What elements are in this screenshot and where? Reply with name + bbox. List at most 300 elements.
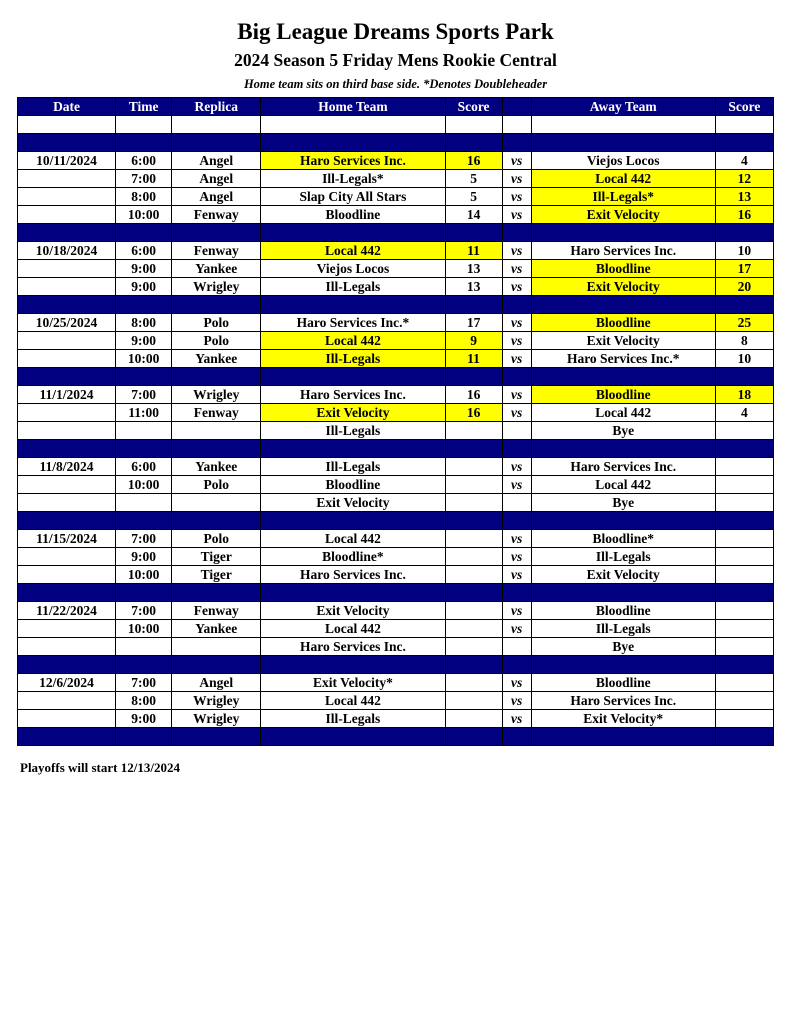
cell-time — [116, 638, 172, 656]
cell-home-team: Local 442 — [261, 620, 445, 638]
cell-vs: vs — [502, 314, 531, 332]
separator-cell — [18, 512, 116, 530]
cell-replica: Wrigley — [172, 386, 261, 404]
cell-home-score: 16 — [445, 404, 502, 422]
cell-date — [18, 278, 116, 296]
cell-home-score: 5 — [445, 188, 502, 206]
separator-cell — [502, 224, 531, 242]
cell-date — [18, 332, 116, 350]
cell-home-score: 5 — [445, 170, 502, 188]
separator-cell — [502, 512, 531, 530]
separator-cell — [445, 656, 502, 674]
cell-home-team: Local 442 — [261, 332, 445, 350]
separator-cell — [172, 584, 261, 602]
separator-cell — [531, 728, 715, 746]
separator-row — [18, 296, 774, 314]
cell-home-team: Exit Velocity* — [261, 674, 445, 692]
cell-away-score: 17 — [715, 260, 773, 278]
cell-home-team: Exit Velocity — [261, 494, 445, 512]
cell-away-team: Bloodline — [531, 602, 715, 620]
cell-away-team: Exit Velocity — [531, 566, 715, 584]
cell-home-score: 11 — [445, 350, 502, 368]
cell-vs — [502, 494, 531, 512]
separator-cell — [261, 440, 445, 458]
column-header-time: Time — [116, 98, 172, 116]
cell-home-score — [445, 458, 502, 476]
cell-replica: Angel — [172, 170, 261, 188]
separator-cell — [531, 656, 715, 674]
cell-away-team: Local 442 — [531, 170, 715, 188]
separator-row — [18, 512, 774, 530]
separator-cell — [445, 368, 502, 386]
cell-away-team: Ill-Legals — [531, 548, 715, 566]
cell-away-team: Bloodline — [531, 260, 715, 278]
separator-row — [18, 584, 774, 602]
blank-cell — [172, 116, 261, 134]
separator-cell — [116, 224, 172, 242]
cell-home-team: Exit Velocity — [261, 602, 445, 620]
cell-home-score — [445, 530, 502, 548]
game-row — [18, 386, 774, 404]
cell-away-score — [715, 602, 773, 620]
cell-home-team: Bloodline — [261, 476, 445, 494]
cell-home-team: Local 442 — [261, 692, 445, 710]
cell-replica: Fenway — [172, 404, 261, 422]
cell-vs: vs — [502, 188, 531, 206]
cell-time — [116, 494, 172, 512]
cell-replica: Tiger — [172, 548, 261, 566]
cell-time: 7:00 — [116, 674, 172, 692]
table-header-row — [18, 98, 774, 116]
game-row — [18, 260, 774, 278]
cell-replica — [172, 638, 261, 656]
cell-time: 10:00 — [116, 206, 172, 224]
cell-vs: vs — [502, 170, 531, 188]
separator-cell — [445, 440, 502, 458]
separator-cell — [261, 296, 445, 314]
game-row — [18, 548, 774, 566]
blank-cell — [116, 116, 172, 134]
cell-replica: Yankee — [172, 260, 261, 278]
cell-date — [18, 422, 116, 440]
game-row — [18, 566, 774, 584]
cell-time: 7:00 — [116, 386, 172, 404]
cell-vs: vs — [502, 278, 531, 296]
cell-home-team: Haro Services Inc. — [261, 152, 445, 170]
cell-time: 8:00 — [116, 314, 172, 332]
cell-vs: vs — [502, 260, 531, 278]
cell-home-team: Viejos Locos — [261, 260, 445, 278]
separator-cell — [715, 134, 773, 152]
game-row — [18, 404, 774, 422]
cell-replica — [172, 422, 261, 440]
cell-time: 7:00 — [116, 602, 172, 620]
schedule-table — [17, 97, 774, 746]
cell-time: 9:00 — [116, 548, 172, 566]
separator-cell — [531, 584, 715, 602]
separator-cell — [116, 656, 172, 674]
cell-home-score — [445, 692, 502, 710]
cell-away-score: 18 — [715, 386, 773, 404]
cell-date — [18, 404, 116, 422]
cell-away-team: Haro Services Inc. — [531, 242, 715, 260]
game-row — [18, 188, 774, 206]
cell-home-score — [445, 620, 502, 638]
separator-cell — [172, 440, 261, 458]
separator-cell — [18, 296, 116, 314]
cell-away-score: 10 — [715, 242, 773, 260]
cell-away-team: Bloodline — [531, 314, 715, 332]
game-row — [18, 494, 774, 512]
separator-cell — [531, 224, 715, 242]
game-row — [18, 278, 774, 296]
game-row — [18, 152, 774, 170]
game-row — [18, 422, 774, 440]
cell-away-team: Bye — [531, 494, 715, 512]
cell-date — [18, 350, 116, 368]
separator-cell — [172, 134, 261, 152]
separator-cell — [172, 296, 261, 314]
cell-replica: Yankee — [172, 350, 261, 368]
separator-cell — [261, 728, 445, 746]
separator-cell — [261, 134, 445, 152]
cell-date — [18, 548, 116, 566]
game-row — [18, 242, 774, 260]
cell-home-score — [445, 710, 502, 728]
separator-cell — [715, 368, 773, 386]
cell-home-team: Exit Velocity — [261, 404, 445, 422]
cell-replica: Angel — [172, 188, 261, 206]
separator-cell — [502, 440, 531, 458]
cell-replica: Wrigley — [172, 692, 261, 710]
cell-time: 10:00 — [116, 476, 172, 494]
cell-away-score — [715, 620, 773, 638]
blank-cell — [18, 116, 116, 134]
cell-away-team: Haro Services Inc. — [531, 458, 715, 476]
separator-cell — [18, 440, 116, 458]
cell-time: 7:00 — [116, 170, 172, 188]
cell-away-team: Bye — [531, 422, 715, 440]
cell-away-score — [715, 494, 773, 512]
cell-time: 8:00 — [116, 188, 172, 206]
separator-cell — [116, 368, 172, 386]
cell-home-score — [445, 602, 502, 620]
cell-home-team: Local 442 — [261, 242, 445, 260]
cell-vs: vs — [502, 350, 531, 368]
blank-cell — [715, 116, 773, 134]
separator-cell — [445, 296, 502, 314]
game-row — [18, 332, 774, 350]
separator-cell — [172, 368, 261, 386]
cell-home-team: Bloodline — [261, 206, 445, 224]
cell-replica: Wrigley — [172, 710, 261, 728]
cell-home-score: 9 — [445, 332, 502, 350]
separator-cell — [715, 728, 773, 746]
cell-time: 8:00 — [116, 692, 172, 710]
separator-cell — [18, 728, 116, 746]
cell-replica: Wrigley — [172, 278, 261, 296]
game-row — [18, 710, 774, 728]
game-row — [18, 458, 774, 476]
separator-cell — [502, 368, 531, 386]
cell-time: 10:00 — [116, 350, 172, 368]
separator-cell — [502, 656, 531, 674]
separator-cell — [116, 584, 172, 602]
separator-cell — [445, 512, 502, 530]
separator-cell — [261, 656, 445, 674]
cell-date — [18, 170, 116, 188]
cell-home-team: Ill-Legals — [261, 458, 445, 476]
cell-away-score: 12 — [715, 170, 773, 188]
cell-home-team: Haro Services Inc.* — [261, 314, 445, 332]
game-row — [18, 314, 774, 332]
cell-date — [18, 188, 116, 206]
separator-cell — [18, 368, 116, 386]
cell-vs — [502, 638, 531, 656]
cell-date: 11/1/2024 — [18, 386, 116, 404]
cell-date — [18, 260, 116, 278]
game-row — [18, 206, 774, 224]
cell-home-score: 17 — [445, 314, 502, 332]
cell-date: 10/11/2024 — [18, 152, 116, 170]
cell-time: 6:00 — [116, 152, 172, 170]
cell-away-score: 25 — [715, 314, 773, 332]
cell-home-score: 13 — [445, 278, 502, 296]
cell-home-team: Ill-Legals — [261, 710, 445, 728]
cell-date: 10/18/2024 — [18, 242, 116, 260]
cell-away-team: Bloodline* — [531, 530, 715, 548]
cell-away-score: 4 — [715, 152, 773, 170]
blank-cell — [531, 116, 715, 134]
cell-home-team: Slap City All Stars — [261, 188, 445, 206]
cell-date — [18, 476, 116, 494]
separator-row — [18, 224, 774, 242]
cell-date — [18, 494, 116, 512]
cell-time: 10:00 — [116, 620, 172, 638]
cell-home-score: 11 — [445, 242, 502, 260]
separator-cell — [116, 296, 172, 314]
cell-date: 11/15/2024 — [18, 530, 116, 548]
cell-home-team: Bloodline* — [261, 548, 445, 566]
page-title: Big League Dreams Sports Park — [237, 19, 554, 44]
cell-home-score: 13 — [445, 260, 502, 278]
playoffs-note: Playoffs will start 12/13/2024 — [20, 760, 180, 775]
cell-time: 11:00 — [116, 404, 172, 422]
cell-away-score — [715, 422, 773, 440]
cell-replica: Polo — [172, 314, 261, 332]
cell-away-score: 4 — [715, 404, 773, 422]
cell-date — [18, 206, 116, 224]
separator-cell — [531, 440, 715, 458]
separator-cell — [261, 368, 445, 386]
cell-home-score: 14 — [445, 206, 502, 224]
separator-cell — [116, 134, 172, 152]
cell-date: 12/6/2024 — [18, 674, 116, 692]
cell-away-score — [715, 674, 773, 692]
separator-cell — [715, 512, 773, 530]
cell-away-score — [715, 566, 773, 584]
separator-cell — [172, 512, 261, 530]
blank-cell — [445, 116, 502, 134]
cell-vs: vs — [502, 458, 531, 476]
separator-cell — [715, 440, 773, 458]
cell-away-score — [715, 458, 773, 476]
cell-vs: vs — [502, 332, 531, 350]
separator-cell — [261, 584, 445, 602]
schedule-note: Home team sits on third base side. *Denotes Doubleheader — [243, 77, 548, 91]
cell-away-team: Exit Velocity — [531, 206, 715, 224]
game-row — [18, 674, 774, 692]
separator-cell — [172, 224, 261, 242]
cell-replica: Fenway — [172, 242, 261, 260]
cell-away-team: Ill-Legals* — [531, 188, 715, 206]
cell-replica: Fenway — [172, 602, 261, 620]
separator-cell — [116, 512, 172, 530]
cell-home-team: Ill-Legals — [261, 422, 445, 440]
cell-away-score: 16 — [715, 206, 773, 224]
cell-vs: vs — [502, 692, 531, 710]
cell-away-score — [715, 530, 773, 548]
blank-cell — [502, 116, 531, 134]
cell-vs: vs — [502, 566, 531, 584]
cell-replica: Angel — [172, 152, 261, 170]
separator-cell — [116, 728, 172, 746]
cell-away-team: Exit Velocity — [531, 332, 715, 350]
separator-cell — [18, 584, 116, 602]
cell-home-team: Ill-Legals* — [261, 170, 445, 188]
cell-home-score — [445, 476, 502, 494]
separator-cell — [445, 584, 502, 602]
game-row — [18, 170, 774, 188]
separator-cell — [261, 224, 445, 242]
separator-cell — [531, 368, 715, 386]
cell-away-team: Local 442 — [531, 404, 715, 422]
cell-date — [18, 566, 116, 584]
cell-vs: vs — [502, 242, 531, 260]
cell-home-score: 16 — [445, 152, 502, 170]
cell-replica: Polo — [172, 332, 261, 350]
separator-cell — [445, 224, 502, 242]
separator-row — [18, 440, 774, 458]
cell-away-team: Haro Services Inc. — [531, 692, 715, 710]
cell-replica: Yankee — [172, 620, 261, 638]
cell-home-team: Haro Services Inc. — [261, 386, 445, 404]
separator-cell — [502, 134, 531, 152]
cell-time: 10:00 — [116, 566, 172, 584]
separator-cell — [715, 584, 773, 602]
cell-replica: Angel — [172, 674, 261, 692]
cell-home-score — [445, 566, 502, 584]
separator-cell — [18, 224, 116, 242]
cell-time: 6:00 — [116, 458, 172, 476]
separator-row — [18, 134, 774, 152]
cell-time: 9:00 — [116, 260, 172, 278]
game-row — [18, 638, 774, 656]
game-row — [18, 476, 774, 494]
cell-vs — [502, 422, 531, 440]
cell-vs: vs — [502, 620, 531, 638]
cell-away-score — [715, 548, 773, 566]
cell-vs: vs — [502, 152, 531, 170]
cell-time: 6:00 — [116, 242, 172, 260]
cell-away-score — [715, 476, 773, 494]
cell-away-team: Viejos Locos — [531, 152, 715, 170]
cell-replica: Polo — [172, 530, 261, 548]
blank-row — [18, 116, 774, 134]
separator-cell — [445, 134, 502, 152]
cell-home-team: Ill-Legals — [261, 350, 445, 368]
separator-cell — [531, 512, 715, 530]
separator-cell — [531, 134, 715, 152]
cell-away-team: Local 442 — [531, 476, 715, 494]
game-row — [18, 620, 774, 638]
cell-away-team: Haro Services Inc.* — [531, 350, 715, 368]
cell-vs: vs — [502, 710, 531, 728]
game-row — [18, 350, 774, 368]
cell-away-team: Bye — [531, 638, 715, 656]
cell-replica: Tiger — [172, 566, 261, 584]
cell-vs: vs — [502, 206, 531, 224]
cell-replica: Yankee — [172, 458, 261, 476]
cell-home-score: 16 — [445, 386, 502, 404]
cell-home-score — [445, 638, 502, 656]
cell-away-score — [715, 692, 773, 710]
separator-cell — [715, 224, 773, 242]
separator-cell — [715, 656, 773, 674]
separator-cell — [502, 584, 531, 602]
cell-date — [18, 620, 116, 638]
cell-date: 10/25/2024 — [18, 314, 116, 332]
cell-home-score — [445, 674, 502, 692]
separator-cell — [531, 296, 715, 314]
separator-cell — [172, 656, 261, 674]
cell-away-team: Bloodline — [531, 386, 715, 404]
separator-cell — [502, 728, 531, 746]
blank-cell — [261, 116, 445, 134]
cell-home-team: Haro Services Inc. — [261, 566, 445, 584]
cell-vs: vs — [502, 530, 531, 548]
cell-replica: Fenway — [172, 206, 261, 224]
cell-date: 11/8/2024 — [18, 458, 116, 476]
cell-vs: vs — [502, 476, 531, 494]
cell-vs: vs — [502, 386, 531, 404]
cell-home-score — [445, 494, 502, 512]
cell-away-team: Exit Velocity* — [531, 710, 715, 728]
cell-home-team: Local 442 — [261, 530, 445, 548]
cell-replica — [172, 494, 261, 512]
game-row — [18, 602, 774, 620]
cell-away-score: 20 — [715, 278, 773, 296]
cell-away-score — [715, 710, 773, 728]
game-row — [18, 692, 774, 710]
cell-date — [18, 710, 116, 728]
column-header-vs — [502, 98, 531, 116]
cell-away-team: Bloodline — [531, 674, 715, 692]
game-row — [18, 530, 774, 548]
cell-away-score: 10 — [715, 350, 773, 368]
cell-away-team: Exit Velocity — [531, 278, 715, 296]
page-subtitle: 2024 Season 5 Friday Mens Rookie Central — [234, 50, 557, 70]
cell-date — [18, 692, 116, 710]
cell-away-score: 8 — [715, 332, 773, 350]
cell-vs: vs — [502, 674, 531, 692]
separator-cell — [261, 512, 445, 530]
separator-cell — [715, 296, 773, 314]
cell-time: 9:00 — [116, 332, 172, 350]
separator-cell — [502, 296, 531, 314]
schedule-body — [18, 116, 774, 746]
cell-home-score — [445, 422, 502, 440]
